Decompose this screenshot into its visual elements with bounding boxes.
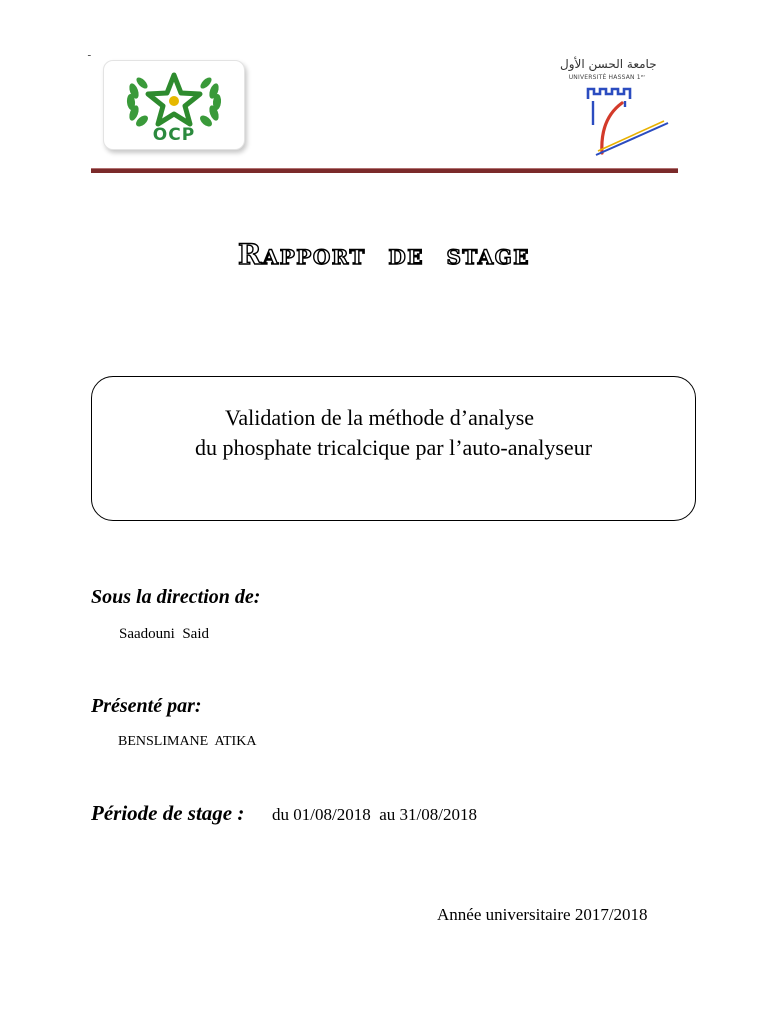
internship-period-label: Période de stage : xyxy=(91,801,245,825)
university-arabic-name: جامعة الحسن الأول xyxy=(560,57,657,71)
ocp-logo xyxy=(103,60,245,150)
report-title: Rapport de stage xyxy=(237,238,531,271)
subject-box xyxy=(91,376,696,521)
university-emblem-icon xyxy=(560,55,675,165)
header-rule xyxy=(91,168,678,173)
corner-mark: ـ xyxy=(88,48,91,58)
presented-by-label: Présenté par: xyxy=(91,695,202,717)
direction-label: Sous la direction de: xyxy=(91,586,261,608)
internship-period-dates: du 01/08/2018 au 31/08/2018 xyxy=(272,805,477,824)
ocp-emblem-icon xyxy=(104,61,244,149)
student-name: BENSLIMANE ATIKA xyxy=(118,734,257,749)
universite-hassan-logo xyxy=(560,55,675,165)
academic-year: Année universitaire 2017/2018 xyxy=(437,905,648,924)
supervisor-name: Saadouni Said xyxy=(119,626,209,642)
subject-line-2: du phosphate tricalcique par l’auto-analyseur xyxy=(194,435,593,460)
university-latin-name: UNIVERSITÉ HASSAN 1ᵉʳ xyxy=(568,74,646,81)
subject-line-1: Validation de la méthode d’analyse xyxy=(224,405,535,430)
ocp-logo-text: OCP xyxy=(152,125,196,145)
